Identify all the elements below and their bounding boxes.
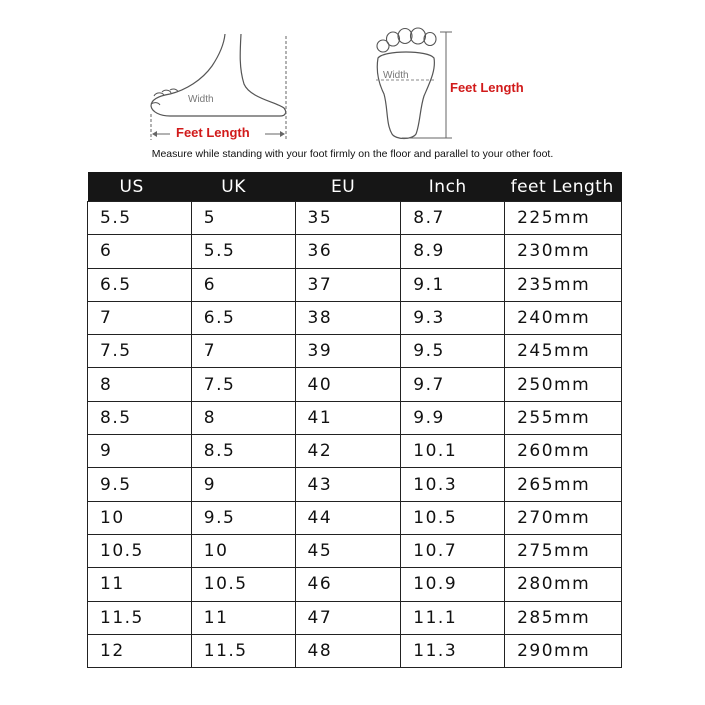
cell-eu: 36: [295, 235, 401, 268]
cell-inch: 10.3: [401, 468, 505, 501]
cell-uk: 9: [191, 468, 295, 501]
side-width-label: Width: [188, 94, 214, 105]
cell-uk: 7: [191, 335, 295, 368]
cell-feet-length: 225mm: [505, 202, 622, 235]
size-chart-table: [87, 172, 622, 668]
cell-eu: 39: [295, 335, 401, 368]
cell-uk: 10: [191, 534, 295, 567]
cell-uk: 11.5: [191, 634, 295, 667]
cell-inch: 9.1: [401, 268, 505, 301]
cell-inch: 9.5: [401, 335, 505, 368]
cell-feet-length: 270mm: [505, 501, 622, 534]
cell-inch: 8.7: [401, 202, 505, 235]
measurement-instruction: Measure while standing with your foot firmly on the floor and parallel to your other foot.: [151, 148, 554, 160]
cell-us: 5.5: [88, 202, 192, 235]
header-feet-length: feet Length: [505, 172, 622, 202]
table-row: [88, 301, 622, 334]
cell-feet-length: 250mm: [505, 368, 622, 401]
table-row: [88, 534, 622, 567]
cell-uk: 8: [191, 401, 295, 434]
cell-us: 10.5: [88, 534, 192, 567]
cell-inch: 10.9: [401, 568, 505, 601]
cell-feet-length: 290mm: [505, 634, 622, 667]
cell-uk: 10.5: [191, 568, 295, 601]
cell-eu: 48: [295, 634, 401, 667]
cell-us: 6: [88, 235, 192, 268]
cell-us: 7.5: [88, 335, 192, 368]
cell-feet-length: 235mm: [505, 268, 622, 301]
sole-width-label: Width: [383, 70, 409, 81]
cell-feet-length: 285mm: [505, 601, 622, 634]
cell-eu: 44: [295, 501, 401, 534]
cell-us: 9.5: [88, 468, 192, 501]
table-row: [88, 435, 622, 468]
cell-uk: 9.5: [191, 501, 295, 534]
cell-us: 11.5: [88, 601, 192, 634]
cell-inch: 11.1: [401, 601, 505, 634]
cell-inch: 9.9: [401, 401, 505, 434]
table-row: [88, 368, 622, 401]
cell-uk: 7.5: [191, 368, 295, 401]
cell-feet-length: 265mm: [505, 468, 622, 501]
table-row: [88, 634, 622, 667]
cell-uk: 6.5: [191, 301, 295, 334]
cell-us: 11: [88, 568, 192, 601]
cell-inch: 10.7: [401, 534, 505, 567]
cell-feet-length: 280mm: [505, 568, 622, 601]
table-row: [88, 335, 622, 368]
cell-eu: 37: [295, 268, 401, 301]
cell-eu: 46: [295, 568, 401, 601]
cell-uk: 8.5: [191, 435, 295, 468]
cell-inch: 9.3: [401, 301, 505, 334]
table-row: [88, 401, 622, 434]
cell-eu: 47: [295, 601, 401, 634]
cell-eu: 35: [295, 202, 401, 235]
cell-eu: 40: [295, 368, 401, 401]
cell-inch: 10.5: [401, 501, 505, 534]
cell-feet-length: 245mm: [505, 335, 622, 368]
cell-uk: 6: [191, 268, 295, 301]
cell-inch: 8.9: [401, 235, 505, 268]
header-eu: EU: [295, 172, 401, 202]
table-row: [88, 568, 622, 601]
table-row: [88, 268, 622, 301]
table-row: [88, 202, 622, 235]
header-uk: UK: [191, 172, 295, 202]
cell-eu: 41: [295, 401, 401, 434]
cell-uk: 11: [191, 601, 295, 634]
side-feet-length-label: Feet Length: [176, 125, 250, 140]
header-inch: Inch: [401, 172, 505, 202]
cell-us: 8.5: [88, 401, 192, 434]
table-row: [88, 468, 622, 501]
size-table-body: [88, 202, 622, 668]
cell-inch: 9.7: [401, 368, 505, 401]
table-row: [88, 235, 622, 268]
cell-feet-length: 275mm: [505, 534, 622, 567]
cell-us: 10: [88, 501, 192, 534]
table-row: [88, 501, 622, 534]
cell-uk: 5.5: [191, 235, 295, 268]
cell-uk: 5: [191, 202, 295, 235]
cell-inch: 10.1: [401, 435, 505, 468]
header-us: US: [88, 172, 192, 202]
cell-inch: 11.3: [401, 634, 505, 667]
foot-measurement-illustration: [0, 0, 705, 170]
cell-us: 7: [88, 301, 192, 334]
cell-us: 12: [88, 634, 192, 667]
table-header-row: [88, 172, 622, 202]
cell-feet-length: 255mm: [505, 401, 622, 434]
cell-eu: 43: [295, 468, 401, 501]
cell-us: 6.5: [88, 268, 192, 301]
table-row: [88, 601, 622, 634]
cell-eu: 42: [295, 435, 401, 468]
sole-feet-length-label: Feet Length: [450, 80, 524, 95]
cell-feet-length: 230mm: [505, 235, 622, 268]
cell-feet-length: 260mm: [505, 435, 622, 468]
cell-us: 8: [88, 368, 192, 401]
cell-eu: 45: [295, 534, 401, 567]
cell-feet-length: 240mm: [505, 301, 622, 334]
cell-us: 9: [88, 435, 192, 468]
cell-eu: 38: [295, 301, 401, 334]
